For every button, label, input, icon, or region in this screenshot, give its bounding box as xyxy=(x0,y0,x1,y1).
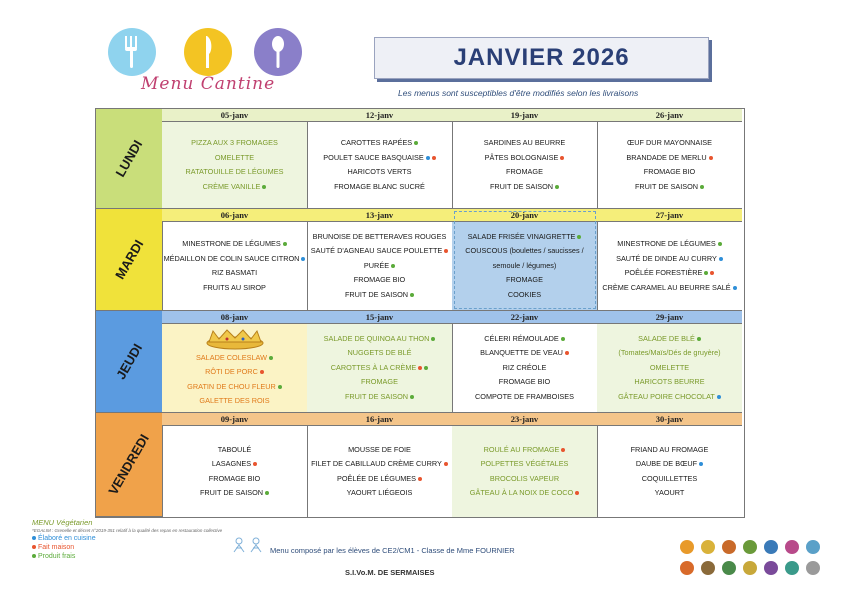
menu-item-text: FILET DE CABILLAUD CRÈME CURRY xyxy=(311,459,442,468)
menu-item-text: FRIAND AU FROMAGE xyxy=(630,444,709,454)
allergen-icon xyxy=(722,561,736,575)
galette-crown-icon xyxy=(205,328,265,350)
menu-item xyxy=(484,332,565,347)
legend-label: Produit frais xyxy=(38,553,76,560)
menu-item xyxy=(361,375,398,390)
fresh-dot-icon xyxy=(262,185,266,189)
menu-item xyxy=(323,151,435,166)
menu-item-text: GRATIN DE CHOU FLEUR xyxy=(187,381,276,391)
fine-print: *EGALIM : Grenelle et décret n°2019-351 relatif à la qualité des repas en restauration collective xyxy=(32,528,223,533)
fresh-dot-icon xyxy=(278,385,282,389)
menu-item-text: SALADE DE QUINOA AU THON xyxy=(323,333,430,343)
menu-item xyxy=(311,457,448,472)
organic-dot-icon xyxy=(699,462,703,466)
allergen-icon xyxy=(680,561,694,575)
menu-item xyxy=(617,237,722,252)
cell-date: 19-janv xyxy=(452,109,597,122)
homemade-dot-icon xyxy=(418,366,422,370)
cell-date: 16-janv xyxy=(307,413,452,426)
menu-item xyxy=(626,151,712,166)
fresh-dot-icon xyxy=(555,185,559,189)
allergen-icon xyxy=(785,540,799,554)
menu-item xyxy=(638,332,701,347)
menu-item-text: PÂTES BOLOGNAISE xyxy=(484,152,559,162)
menu-cantine-logo xyxy=(108,28,308,98)
composed-by: Menu composé par les élèves de CE2/CM1 - Classe de Mme FOURNIER xyxy=(270,546,515,555)
menu-item-text: MINESTRONE DE LÉGUMES xyxy=(617,239,716,248)
menu-item xyxy=(313,230,447,245)
menu-item-text: semoule / légumes) xyxy=(492,260,557,270)
menu-item-text: BRANDADE DE MERLU xyxy=(626,152,707,162)
organization: S.I.Vo.M. DE SERMAISES xyxy=(345,568,435,577)
cell-date: 23-janv xyxy=(452,413,597,426)
menu-item-text: FROMAGE BIO xyxy=(208,473,261,483)
allergen-icon xyxy=(743,540,757,554)
menu-item xyxy=(484,443,566,458)
knife-icon xyxy=(184,28,232,76)
menu-item xyxy=(345,288,414,303)
menu-item xyxy=(484,136,566,151)
menu-item-text: FROMAGE BLANC SUCRÉ xyxy=(334,181,425,191)
menu-item xyxy=(324,332,436,347)
menu-item-text: FROMAGE xyxy=(361,377,398,387)
menu-item-text: RIZ BASMATI xyxy=(211,268,258,277)
day-name: MARDI xyxy=(111,237,147,282)
menu-item xyxy=(602,281,736,296)
menu-item xyxy=(186,165,284,180)
menu-item-text: DAUBE DE BŒUF xyxy=(635,459,698,468)
menu-cell xyxy=(162,413,308,517)
fresh-dot-icon xyxy=(265,491,269,495)
menu-item xyxy=(475,390,574,405)
menu-item-text: POULET SAUCE BASQUAISE xyxy=(323,152,424,162)
fresh-dot-icon xyxy=(283,242,287,246)
menu-item xyxy=(334,180,425,195)
menu-cell xyxy=(162,311,308,413)
menu-item-text: SALADE DE BLÉ xyxy=(638,333,695,343)
week-row xyxy=(96,209,744,311)
menu-item-text: BROCOLIS VAPEUR xyxy=(489,473,560,483)
menu-item-text: ROULÉ AU FROMAGE xyxy=(483,444,560,454)
menu-item-text: COQUILLETTES xyxy=(641,473,698,483)
menu-item xyxy=(631,443,709,458)
menu-item xyxy=(200,486,269,501)
menu-item xyxy=(212,457,257,472)
homemade-dot-icon xyxy=(561,448,565,452)
menu-item xyxy=(465,244,583,259)
spoon-icon xyxy=(254,28,302,76)
organic-dot-icon xyxy=(32,536,36,540)
fresh-dot-icon xyxy=(391,264,395,268)
fresh-dot-icon xyxy=(410,395,414,399)
fresh-dot-icon xyxy=(704,271,708,275)
organic-dot-icon xyxy=(426,156,430,160)
homemade-dot-icon xyxy=(444,249,448,253)
menu-item-text: COMPOTE DE FRAMBOISES xyxy=(475,391,574,401)
cell-date: 06-janv xyxy=(162,209,307,222)
homemade-dot-icon xyxy=(432,156,436,160)
fork-icon xyxy=(108,28,156,76)
menu-item xyxy=(354,273,406,288)
menu-item-text: FROMAGE BIO xyxy=(498,377,551,387)
legend xyxy=(32,518,222,560)
day-label xyxy=(96,209,163,311)
menu-item xyxy=(634,375,704,390)
cell-date: 29-janv xyxy=(597,311,742,324)
cell-date: 26-janv xyxy=(597,109,742,122)
menu-item-text: RIZ CRÉOLE xyxy=(502,362,547,372)
menu-cell xyxy=(307,311,453,413)
menu-item-text: SAUTÉ D'AGNEAU SAUCE POULETTE xyxy=(310,246,443,256)
menu-item xyxy=(331,361,429,376)
menu-cell xyxy=(452,109,598,209)
menu-item-text: MOUSSE DE FOIE xyxy=(348,444,411,454)
homemade-dot-icon xyxy=(710,271,714,275)
menu-item-text: HARICOTS BEURRE xyxy=(634,377,705,387)
menu-item xyxy=(215,151,254,166)
menu-item xyxy=(503,361,547,376)
legend-label: Fait maison xyxy=(38,544,75,551)
menu-item xyxy=(196,351,273,366)
month-banner xyxy=(374,37,709,79)
homemade-dot-icon xyxy=(260,370,264,374)
menu-item-text: GALETTE DES ROIS xyxy=(199,396,270,405)
menu-item xyxy=(191,136,278,151)
menu-item xyxy=(490,180,559,195)
menu-item-text: SAUTÉ DE DINDE AU CURRY xyxy=(616,253,717,263)
menu-item xyxy=(199,394,269,409)
menu-item-text: YAOURT LIÉGEOIS xyxy=(346,488,413,497)
menu-item xyxy=(618,390,721,405)
menu-item-text: OMELETTE xyxy=(649,362,690,372)
month-title: JANVIER 2026 xyxy=(453,44,630,71)
menu-item-text: OMELETTE xyxy=(214,152,255,162)
day-label xyxy=(96,109,163,209)
day-label xyxy=(96,311,163,413)
menu-item xyxy=(203,180,267,195)
homemade-dot-icon xyxy=(444,462,448,466)
homemade-dot-icon xyxy=(709,156,713,160)
cell-date: 20-janv xyxy=(452,209,597,222)
vegetarian-note: MENU Végétarien xyxy=(32,518,93,527)
homemade-dot-icon xyxy=(253,462,257,466)
menu-item xyxy=(655,486,685,501)
menu-item xyxy=(203,281,266,296)
menu-item-text: POÊLÉE DE LÉGUMES xyxy=(336,473,417,483)
cell-date: 12-janv xyxy=(307,109,452,122)
menu-item-text: CAROTTES RAPÉES xyxy=(340,138,413,147)
menu-cell xyxy=(307,413,453,517)
organic-dot-icon xyxy=(733,286,737,290)
allergen-icon xyxy=(806,561,820,575)
menu-item xyxy=(616,252,723,267)
allergen-icon xyxy=(806,540,820,554)
menu-item xyxy=(481,457,569,472)
fresh-dot-icon xyxy=(431,337,435,341)
cell-date: 22-janv xyxy=(452,311,597,324)
menu-item xyxy=(311,244,449,259)
menu-item xyxy=(164,252,306,267)
menu-item xyxy=(506,165,543,180)
fresh-dot-icon xyxy=(410,293,414,297)
menu-item-text: MINESTRONE DE LÉGUMES xyxy=(182,239,281,248)
cell-date: 27-janv xyxy=(597,209,742,222)
menu-item xyxy=(627,136,712,151)
organic-dot-icon xyxy=(301,257,305,261)
cell-date: 09-janv xyxy=(162,413,307,426)
day-label xyxy=(96,413,163,517)
homemade-dot-icon xyxy=(32,545,36,549)
organic-dot-icon xyxy=(717,395,721,399)
menu-item-text: FRUITS AU SIROP xyxy=(203,282,266,292)
day-name: VENDREDI xyxy=(105,431,153,498)
menu-item-text: FRUIT DE SAISON xyxy=(634,181,699,191)
menu-item xyxy=(182,237,287,252)
week-row xyxy=(96,311,744,413)
menu-cell xyxy=(452,209,598,311)
subtitle: Les menus sont susceptibles d'être modifiés selon les livraisons xyxy=(398,88,639,98)
menu-item-text: GÂTEAU À LA NOIX DE COCO xyxy=(469,488,574,497)
menu-item-text: FRUIT DE SAISON xyxy=(199,488,264,497)
menu-item-text: RATATOUILLE DE LÉGUMES xyxy=(185,167,284,176)
cell-date: 30-janv xyxy=(597,413,742,426)
menu-item xyxy=(364,259,395,274)
menu-item-text: PIZZA AUX 3 FROMAGES xyxy=(191,138,278,147)
organic-dot-icon xyxy=(719,257,723,261)
menu-item-text: FROMAGE xyxy=(506,167,543,176)
menu-item xyxy=(468,230,582,245)
menu-item xyxy=(341,136,418,151)
menu-cell xyxy=(162,209,308,311)
menu-item xyxy=(212,266,257,281)
fresh-dot-icon xyxy=(718,242,722,246)
day-name: JEUDI xyxy=(112,341,146,382)
menu-item-text: FROMAGE BIO xyxy=(643,167,696,176)
menu-item-text: FRUIT DE SAISON xyxy=(489,181,554,191)
menu-cell xyxy=(597,311,742,413)
menu-cell xyxy=(452,413,598,517)
menu-item xyxy=(205,365,264,380)
menu-item xyxy=(347,346,411,361)
menu-item-text: YAOURT xyxy=(654,488,685,497)
fresh-dot-icon xyxy=(561,337,565,341)
menu-cell xyxy=(597,413,742,517)
logo-text: Menu Cantine xyxy=(141,74,276,94)
menu-item-text: SARDINES AU BEURRE xyxy=(483,138,566,147)
week-row xyxy=(96,109,744,209)
menu-item xyxy=(348,165,412,180)
fresh-dot-icon xyxy=(577,235,581,239)
allergen-icon xyxy=(743,561,757,575)
menu-item-text: TABOULÉ xyxy=(217,444,252,454)
menu-item-text: GÂTEAU POIRE CHOCOLAT xyxy=(618,391,715,401)
fresh-dot-icon xyxy=(32,554,36,558)
legend-item xyxy=(32,535,222,542)
fresh-dot-icon xyxy=(424,366,428,370)
menu-item xyxy=(348,443,411,458)
week-row xyxy=(96,413,744,517)
menu-item-text: RÔTI DE PORC xyxy=(205,367,258,376)
cell-date: 05-janv xyxy=(162,109,307,122)
fresh-dot-icon xyxy=(414,141,418,145)
menu-item-text: FRUIT DE SAISON xyxy=(344,391,409,401)
menu-item-text: CAROTTES À LA CRÈME xyxy=(330,362,417,372)
menu-cell xyxy=(307,109,453,209)
menu-grid xyxy=(95,108,745,518)
legend-label: Élaboré en cuisine xyxy=(38,535,96,542)
menu-item xyxy=(625,266,715,281)
menu-item-text: CÉLERI RÉMOULADE xyxy=(484,333,559,343)
allergen-icon xyxy=(701,561,715,575)
menu-item xyxy=(499,375,551,390)
menu-item-text: FROMAGE BIO xyxy=(353,275,406,285)
allergen-icon xyxy=(680,540,694,554)
allergen-icon xyxy=(701,540,715,554)
menu-item xyxy=(636,457,703,472)
day-name: LUNDI xyxy=(112,137,146,180)
menu-cell xyxy=(597,109,742,209)
allergen-icon xyxy=(785,561,799,575)
menu-item-text: (Tomates/Maïs/Dés de gruyère) xyxy=(618,348,721,358)
menu-item xyxy=(508,288,541,303)
menu-item xyxy=(635,180,704,195)
menu-item-text: POÊLÉE FORESTIÈRE xyxy=(624,268,703,277)
menu-item xyxy=(490,472,559,487)
cell-date: 15-janv xyxy=(307,311,452,324)
menu-item-text: BRUNOISE DE BETTERAVES ROUGES xyxy=(312,231,447,241)
menu-item xyxy=(644,165,696,180)
menu-item-text: COOKIES xyxy=(507,289,542,299)
cell-date: 08-janv xyxy=(162,311,307,324)
menu-item-text: PURÉE xyxy=(363,260,390,270)
menu-item-text: NUGGETS DE BLÉ xyxy=(347,348,412,358)
menu-item-text: MÉDAILLON DE COLIN SAUCE CITRON xyxy=(163,253,300,263)
menu-item-text: FRUIT DE SAISON xyxy=(344,289,409,299)
menu-item-text: ŒUF DUR MAYONNAISE xyxy=(626,138,712,147)
homemade-dot-icon xyxy=(565,351,569,355)
fresh-dot-icon xyxy=(700,185,704,189)
menu-item xyxy=(506,273,543,288)
legend-item xyxy=(32,544,222,551)
menu-item-text: SALADE FRISÉE VINAIGRETTE xyxy=(467,231,576,241)
menu-item xyxy=(345,390,414,405)
children-icon xyxy=(230,536,266,554)
menu-item xyxy=(650,361,689,376)
homemade-dot-icon xyxy=(560,156,564,160)
menu-item xyxy=(347,486,413,501)
menu-item-text: BLANQUETTE DE VEAU xyxy=(480,348,563,358)
homemade-dot-icon xyxy=(418,477,422,481)
menu-item-text: CRÈME VANILLE xyxy=(202,181,261,191)
menu-cell xyxy=(162,109,308,209)
menu-item xyxy=(480,346,569,361)
menu-item-text: CRÈME CARAMEL AU BEURRE SALÉ xyxy=(602,282,731,292)
menu-item-text: COUSCOUS (boulettes / saucisses / xyxy=(465,246,584,256)
homemade-dot-icon xyxy=(575,491,579,495)
allergen-icons xyxy=(680,540,830,578)
menu-item xyxy=(209,472,261,487)
menu-item xyxy=(493,259,557,274)
menu-item-text: HARICOTS VERTS xyxy=(347,167,412,176)
menu-item xyxy=(218,443,252,458)
cell-date: 13-janv xyxy=(307,209,452,222)
menu-item xyxy=(485,151,565,166)
menu-item-text: LASAGNES xyxy=(211,459,252,468)
menu-item xyxy=(618,346,720,361)
menu-item xyxy=(642,472,698,487)
menu-item xyxy=(470,486,579,501)
allergen-icon xyxy=(764,561,778,575)
fresh-dot-icon xyxy=(269,356,273,360)
legend-item xyxy=(32,553,222,560)
menu-cell xyxy=(307,209,453,311)
menu-item xyxy=(187,380,282,395)
menu-item-text: FROMAGE xyxy=(506,275,543,285)
allergen-icon xyxy=(722,540,736,554)
fresh-dot-icon xyxy=(697,337,701,341)
allergen-icon xyxy=(764,540,778,554)
menu-item xyxy=(337,472,422,487)
menu-item-text: SALADE COLESLAW xyxy=(195,352,268,362)
menu-cell xyxy=(452,311,598,413)
menu-cell xyxy=(597,209,742,311)
menu-item-text: POLPETTES VÉGÉTALES xyxy=(480,459,569,468)
